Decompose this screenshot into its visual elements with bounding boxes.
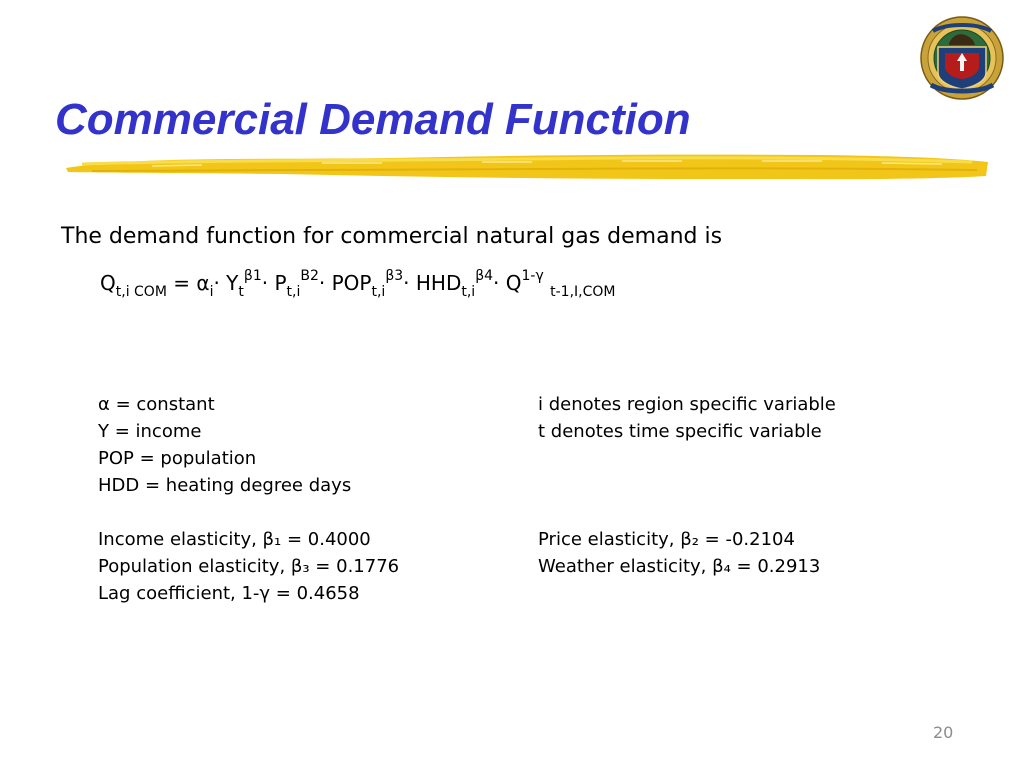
eq-q-lag-sup: 1-γ (521, 268, 544, 284)
eq-p-sub: t,i (286, 284, 301, 300)
eq-y-sub: t (238, 284, 244, 300)
coefficient-line: Lag coefficient, 1-γ = 0.4658 (98, 583, 360, 604)
eq-alpha: = α (166, 271, 210, 295)
eq-dot: · (403, 271, 410, 295)
definition-line: POP = population (98, 448, 257, 469)
coefficient-line: Income elasticity, β₁ = 0.4000 (98, 529, 371, 550)
eq-pop: POP (325, 271, 372, 295)
university-seal-icon (919, 15, 1005, 101)
eq-p: P (268, 271, 287, 295)
eq-y-sup: β1 (243, 268, 262, 284)
eq-dot: · (261, 271, 269, 295)
coefficient-line: Price elasticity, β₂ = -0.2104 (538, 529, 795, 550)
eq-dot: · (493, 271, 500, 295)
page-title: Commercial Demand Function (55, 95, 691, 144)
coefficients-left (98, 526, 399, 607)
eq-pop-sup: β3 (385, 268, 404, 284)
eq-q-lag-sub: t-1,I,COM (550, 284, 616, 300)
eq-hhd-sub: t,i (461, 284, 476, 300)
eq-q-lag: Q (499, 271, 522, 295)
eq-dot: · (213, 271, 220, 295)
definition-line: HDD = heating degree days (98, 475, 352, 496)
eq-p-sup: B2 (300, 268, 319, 284)
eq-q-sub: t,i COM (115, 284, 167, 300)
demand-equation (100, 268, 615, 298)
eq-pop-sub: t,i (371, 284, 386, 300)
definition-line: Y = income (98, 421, 202, 442)
definitions-left (98, 391, 351, 499)
definition-line: α = constant (98, 394, 215, 415)
coefficient-line: Population elasticity, β₃ = 0.1776 (98, 556, 400, 577)
coefficient-line: Weather elasticity, β₄ = 0.2913 (538, 556, 821, 577)
definition-line: i denotes region specific variable (538, 394, 836, 415)
eq-q: Q (100, 271, 116, 295)
eq-dot: · (318, 271, 326, 295)
highlighter-stroke-icon (62, 146, 992, 186)
coefficients-right (538, 526, 820, 580)
eq-hhd-sup: β4 (475, 268, 494, 284)
eq-hhd: HHD (409, 271, 462, 295)
definitions-right (538, 391, 836, 445)
eq-y: Y (219, 271, 239, 295)
definition-line: t denotes time specific variable (538, 421, 822, 442)
page-number: 20 (933, 723, 954, 742)
eq-alpha-sub: i (209, 284, 214, 300)
intro-text: The demand function for commercial natural gas demand is (61, 224, 723, 249)
